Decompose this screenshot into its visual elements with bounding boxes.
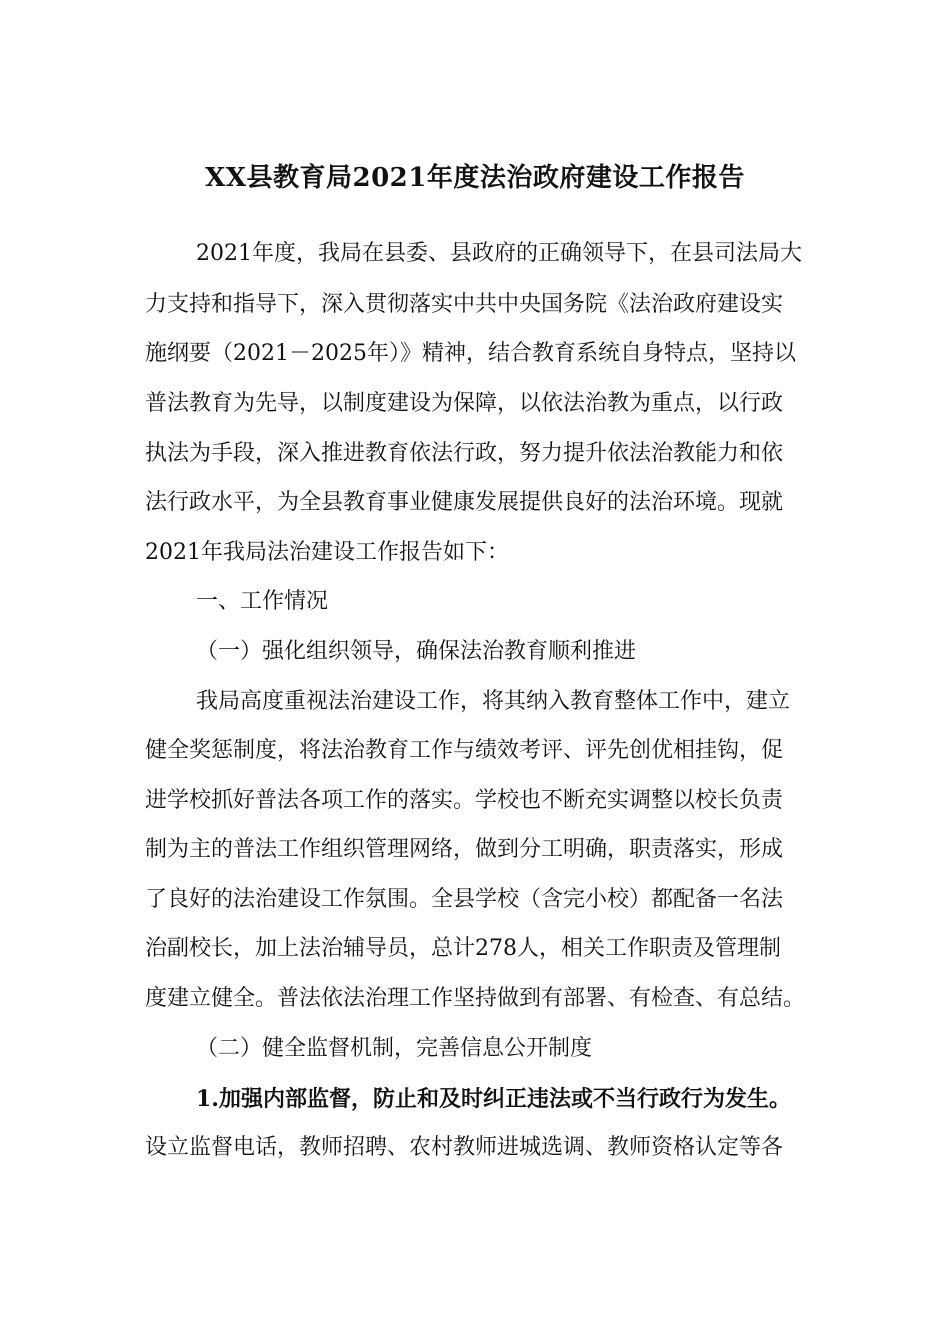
text-line: 力支持和指导下，深入贯彻落实中共中央国务院《法治政府建设实 <box>145 292 784 317</box>
text-line: 设立监督电话，教师招聘、农村教师进城选调、教师资格认定等各 <box>145 1135 784 1160</box>
bold-item-heading: 1.加强内部监督，防止和及时纠正违法或不当行政行为发生。 <box>196 1086 791 1112</box>
text-line: 2021年我局法治建设工作报告如下： <box>145 540 509 565</box>
section-heading: 一、工作情况 <box>196 589 329 614</box>
text-line: 2021年度，我局在县委、县政府的正确领导下，在县司法局大 <box>196 241 802 266</box>
text-line: 普法教育为先导，以制度建设为保障，以依法治教为重点，以行政 <box>145 391 784 416</box>
text-line: 执法为手段，深入推进教育依法行政，努力提升依法治教能力和依 <box>145 441 784 466</box>
text-line: 治副校长，加上法治辅导员，总计278人，相关工作职责及管理制 <box>145 936 781 961</box>
text-line: 法行政水平，为全县教育事业健康发展提供良好的法治环境。现就 <box>145 490 784 515</box>
text-line: 制为主的普法工作组织管理网络，做到分工明确，职责落实，形成 <box>145 837 784 862</box>
text-line: 我局高度重视法治建设工作，将其纳入教育整体工作中，建立 <box>196 689 791 714</box>
text-line: 进学校抓好普法各项工作的落实。学校也不断充实调整以校长负责 <box>145 788 784 813</box>
text-line: 施纲要（2021－2025年）》精神，结合教育系统自身特点，坚持以 <box>145 341 796 366</box>
subsection-heading: （二）健全监督机制，完善信息公开制度 <box>196 1036 593 1061</box>
text-line: 度建立健全。普法依法治理工作坚持做到有部署、有检查、有总结。 <box>145 986 806 1011</box>
subsection-heading: （一）强化组织领导，确保法治教育顺利推进 <box>196 639 637 664</box>
document-title: XX县教育局2021年度法治政府建设工作报告 <box>205 163 745 193</box>
text-line: 健全奖惩制度，将法治教育工作与绩效考评、评先创优相挂钩，促 <box>145 738 784 763</box>
text-line: 了良好的法治建设工作氛围。全县学校（含完小校）都配备一名法 <box>145 887 784 912</box>
